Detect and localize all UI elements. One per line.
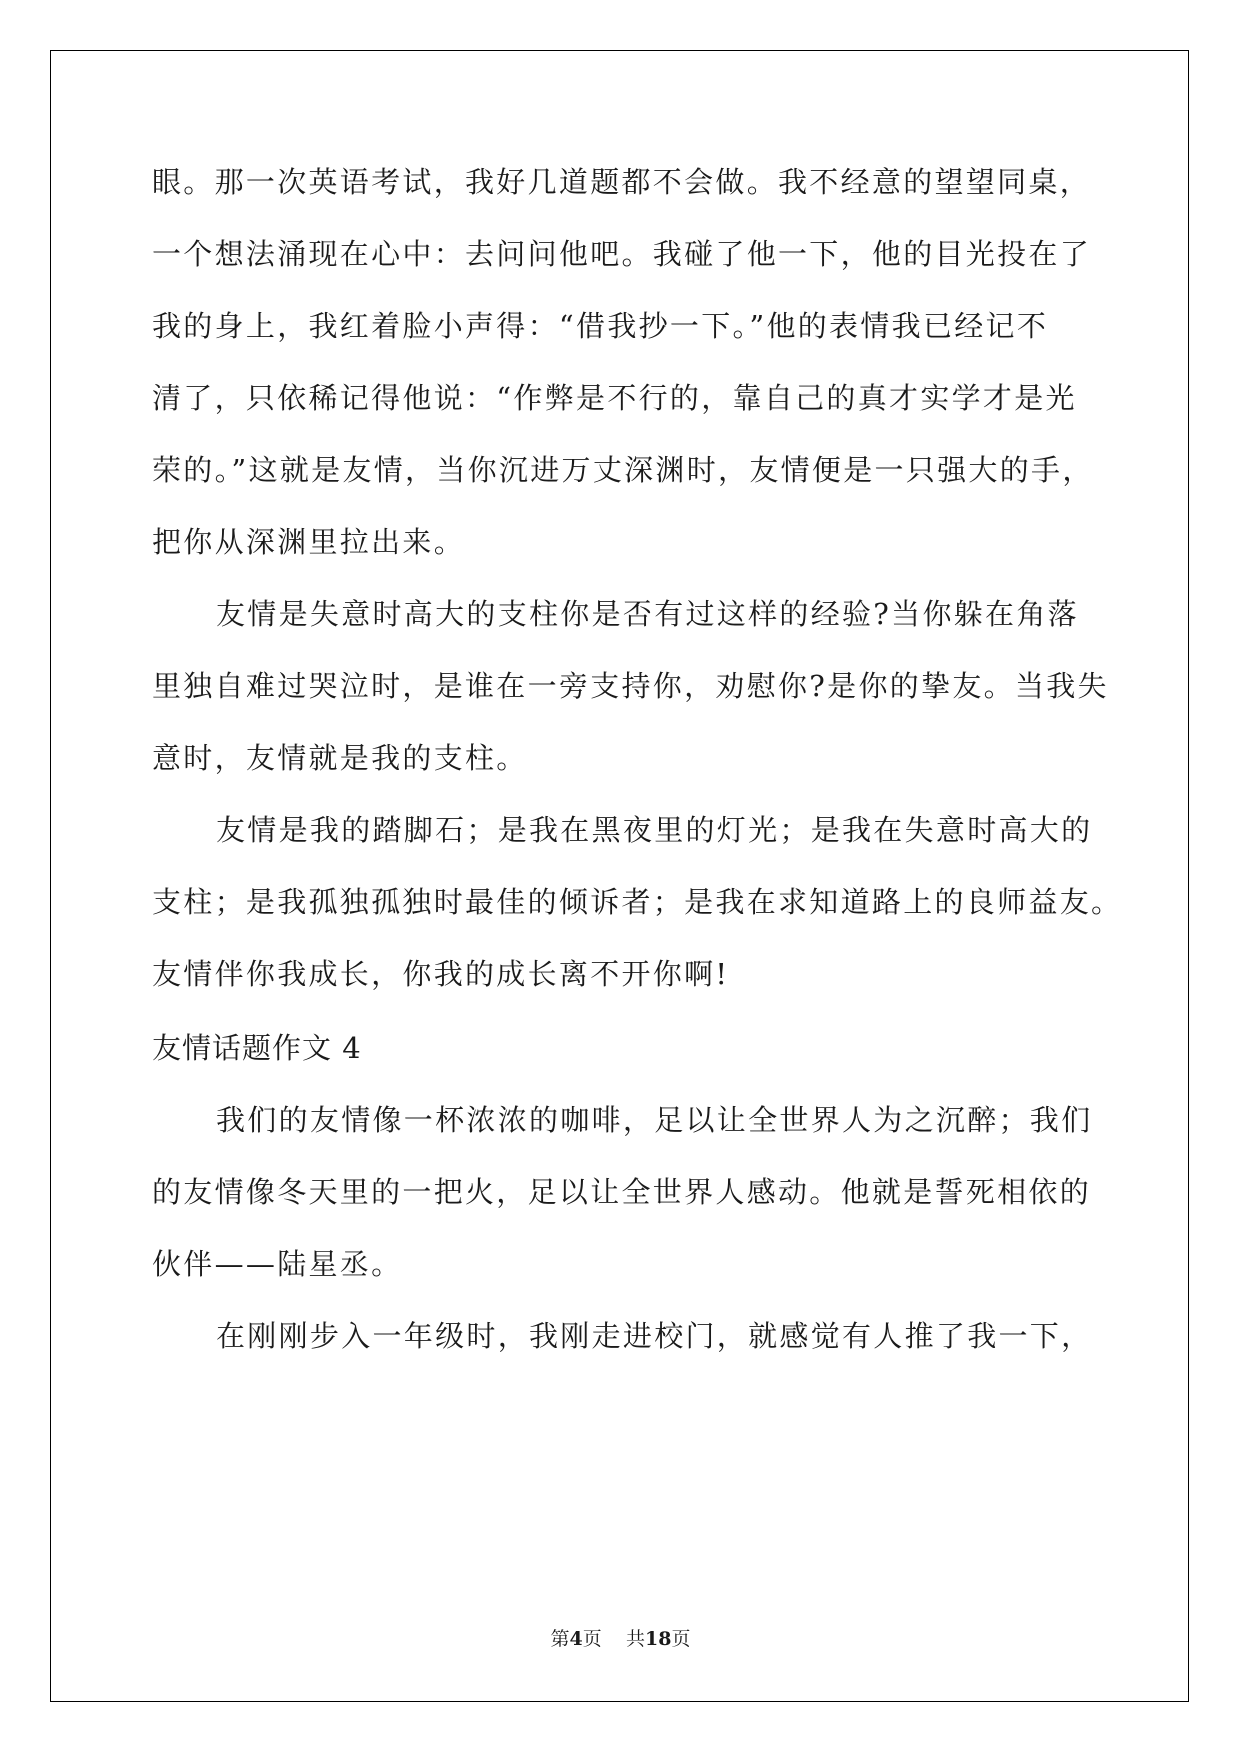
footer-total-prefix: 共 [625, 1628, 645, 1650]
text-line: 支柱；是我孤独孤独时最佳的倾诉者；是我在求知道路上的良师益友。 [152, 885, 1123, 919]
footer-total-pages: 18 [644, 1628, 672, 1650]
paragraph-first-line: 我们的友情像一杯浓浓的咖啡，足以让全世界人为之沉醉；我们 [216, 1103, 1093, 1137]
text-line: 里独自难过哭泣时，是谁在一旁支持你，劝慰你?是你的挚友。当我失 [152, 669, 1109, 703]
text-line: 把你从深渊里拉出来。 [152, 525, 466, 559]
paragraph-first-line: 友情是失意时高大的支柱你是否有过这样的经验?当你躲在角落 [216, 597, 1079, 631]
footer-page-unit: 页 [582, 1628, 602, 1650]
text-line: 友情伴你我成长，你我的成长离不开你啊! [152, 957, 730, 991]
text-line: 意时，友情就是我的支柱。 [152, 741, 528, 775]
footer-total-unit: 页 [671, 1628, 691, 1650]
text-line: 清了，只依稀记得他说：“作弊是不行的，靠自己的真才实学才是光 [152, 381, 1077, 415]
text-line: 荣的。”这就是友情，当你沉进万丈深渊时，友情便是一只强大的手， [152, 453, 1094, 487]
text-line: 伙伴——陆星丞。 [152, 1247, 403, 1281]
paragraph-first-line: 在刚刚步入一年级时，我刚走进校门，就感觉有人推了我一下， [216, 1319, 1093, 1353]
footer-prefix: 第 [550, 1628, 570, 1650]
text-line: 的友情像冬天里的一把火，足以让全世界人感动。他就是誓死相依的 [152, 1175, 1092, 1209]
paragraph-first-line: 友情是我的踏脚石；是我在黑夜里的灯光；是我在失意时高大的 [216, 813, 1093, 847]
footer-page-number: 4 [569, 1628, 583, 1650]
text-line: 我的身上，我红着脸小声得：“借我抄一下。”他的表情我已经记不 [152, 309, 1049, 343]
text-line: 一个想法涌现在心中：去问问他吧。我碰了他一下，他的目光投在了 [152, 237, 1092, 271]
page-border [50, 50, 1189, 1702]
section-heading: 友情话题作文 4 [152, 1031, 362, 1065]
text-line: 眼。那一次英语考试，我好几道题都不会做。我不经意的望望同桌， [152, 165, 1092, 199]
page-footer [0, 1627, 1241, 1651]
